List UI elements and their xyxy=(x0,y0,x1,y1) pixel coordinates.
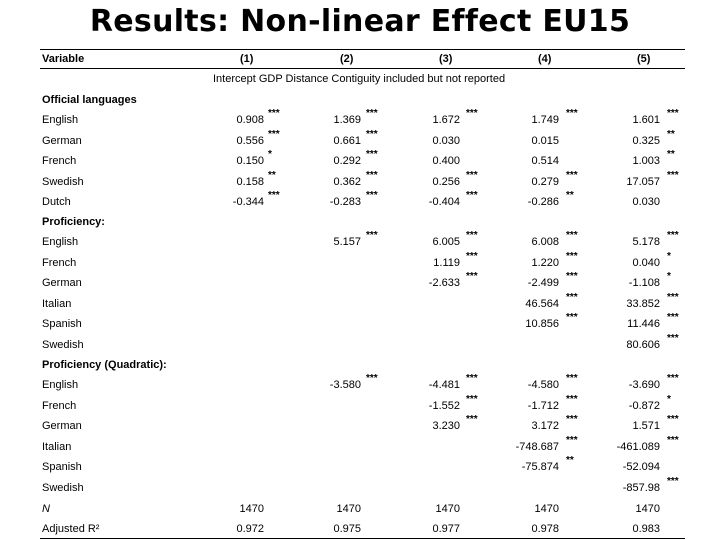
cell-value: 0.362 xyxy=(333,175,361,188)
significance-stars: *** xyxy=(566,393,578,405)
cell-value: 1.220 xyxy=(531,256,559,269)
row-label: French xyxy=(42,399,77,412)
cell-value: -0.404 xyxy=(428,196,460,209)
row-label: Swedish xyxy=(42,339,84,351)
section-heading: Proficiency (Quadratic): xyxy=(42,359,167,371)
row-label: German xyxy=(42,134,82,147)
header-col-4: (4) xyxy=(538,53,552,65)
cell-value: 1470 xyxy=(534,503,559,515)
cell-value: 1.571 xyxy=(632,420,660,433)
cell-value: -3.690 xyxy=(628,379,660,391)
row-label: Dutch xyxy=(42,196,71,209)
cell-value: 10.856 xyxy=(525,318,559,331)
row-label: German xyxy=(42,420,82,433)
significance-stars: ** xyxy=(268,169,276,181)
cell-value: 80.606 xyxy=(626,339,660,351)
cell-value: -461.089 xyxy=(616,440,660,453)
cell-value: 1470 xyxy=(635,503,660,515)
table-row xyxy=(0,373,720,393)
cell-value: 5.157 xyxy=(333,236,361,248)
cell-value: 3.230 xyxy=(432,420,460,433)
cell-value: 1470 xyxy=(239,503,264,515)
row-label: Swedish xyxy=(42,482,84,494)
row-label: Italian xyxy=(42,440,72,453)
row-label: Spanish xyxy=(42,461,82,474)
cell-value: 0.975 xyxy=(333,523,361,535)
cell-value: -0.283 xyxy=(329,196,361,209)
significance-stars: *** xyxy=(366,230,378,241)
cell-value: 0.030 xyxy=(632,196,660,209)
significance-stars: * xyxy=(667,250,671,262)
cell-value: 11.446 xyxy=(627,318,660,331)
significance-stars: *** xyxy=(566,108,578,119)
cell-value: -52.094 xyxy=(622,461,660,474)
header-variable: Variable xyxy=(42,53,85,65)
significance-stars: *** xyxy=(667,434,679,446)
cell-value: -1.108 xyxy=(628,277,660,290)
header-col-2: (2) xyxy=(340,53,354,65)
cell-value: -0.872 xyxy=(628,399,660,412)
significance-stars: * xyxy=(667,393,671,405)
significance-stars: *** xyxy=(366,108,378,119)
cell-value: 33.852 xyxy=(626,297,660,310)
table-row xyxy=(0,434,720,455)
cell-value: 0.325 xyxy=(632,134,660,147)
significance-stars: *** xyxy=(466,414,478,426)
section-heading: Proficiency: xyxy=(42,216,105,228)
bottom-rule xyxy=(40,538,685,539)
cell-value: 0.158 xyxy=(236,175,264,188)
table-row xyxy=(0,169,720,190)
cell-value: 0.030 xyxy=(432,134,460,147)
cell-value: 1.003 xyxy=(632,155,660,168)
cell-value: 0.040 xyxy=(632,256,660,269)
header-col-1: (1) xyxy=(240,53,254,65)
significance-stars: *** xyxy=(466,169,478,181)
row-label: German xyxy=(42,277,82,290)
significance-stars: *** xyxy=(566,271,578,283)
significance-stars: *** xyxy=(466,108,478,119)
significance-stars: *** xyxy=(366,169,378,181)
significance-stars: *** xyxy=(566,230,578,241)
row-label: English xyxy=(42,379,79,391)
header-col-5: (5) xyxy=(637,53,651,65)
table-row xyxy=(0,455,720,475)
significance-stars: *** xyxy=(268,190,280,202)
cell-value: 1.119 xyxy=(433,256,460,269)
cell-value: 0.150 xyxy=(236,155,264,168)
significance-stars: ** xyxy=(667,149,675,161)
cell-value: 0.983 xyxy=(632,523,660,535)
significance-stars: *** xyxy=(566,291,578,303)
cell-value: 0.015 xyxy=(531,134,559,147)
significance-stars: *** xyxy=(667,291,679,303)
significance-stars: *** xyxy=(366,190,378,202)
significance-stars: ** xyxy=(566,190,574,202)
table-row xyxy=(0,128,720,149)
row-label: Adjusted R² xyxy=(42,523,100,535)
significance-stars: *** xyxy=(466,190,478,202)
significance-stars: *** xyxy=(366,128,378,140)
cell-value: -75.874 xyxy=(521,461,559,474)
cell-value: 0.279 xyxy=(531,175,559,188)
row-label: N xyxy=(42,503,50,515)
significance-stars: *** xyxy=(466,373,478,384)
cell-value: 1470 xyxy=(336,503,361,515)
table-row xyxy=(0,476,720,496)
cell-value: 5.178 xyxy=(632,236,660,248)
table-row xyxy=(0,149,720,169)
cell-value: -4.580 xyxy=(527,379,559,391)
top-rule xyxy=(40,49,685,50)
header-rule xyxy=(40,68,685,69)
significance-stars: *** xyxy=(466,393,478,405)
cell-value: 1.369 xyxy=(333,114,361,126)
significance-stars: *** xyxy=(667,312,679,324)
table-row xyxy=(0,190,720,210)
significance-stars: ** xyxy=(667,128,675,140)
significance-stars: *** xyxy=(667,230,679,241)
cell-value: -2.499 xyxy=(527,277,559,290)
significance-stars: *** xyxy=(667,333,679,344)
cell-value: -4.481 xyxy=(428,379,460,391)
cell-value: 3.172 xyxy=(531,420,559,433)
row-label: English xyxy=(42,114,79,126)
cell-value: -0.286 xyxy=(527,196,559,209)
significance-stars: *** xyxy=(566,434,578,446)
significance-stars: *** xyxy=(566,312,578,324)
table-row xyxy=(0,414,720,434)
cell-value: 0.661 xyxy=(333,134,361,147)
significance-stars: *** xyxy=(466,271,478,283)
significance-stars: *** xyxy=(667,414,679,426)
cell-value: 0.556 xyxy=(236,134,264,147)
cell-value: -3.580 xyxy=(329,379,361,391)
cell-value: 0.972 xyxy=(236,523,264,535)
row-label: Italian xyxy=(42,297,72,310)
significance-stars: *** xyxy=(566,373,578,384)
header-col-3: (3) xyxy=(439,53,453,65)
significance-stars: *** xyxy=(667,169,679,181)
significance-stars: *** xyxy=(566,414,578,426)
cell-value: 0.977 xyxy=(432,523,460,535)
significance-stars: *** xyxy=(667,476,679,487)
significance-stars: *** xyxy=(667,373,679,384)
cell-value: 0.400 xyxy=(432,155,460,168)
cell-value: 17.057 xyxy=(626,175,660,188)
row-label: English xyxy=(42,236,79,248)
significance-stars: * xyxy=(268,149,272,161)
cell-value: 6.005 xyxy=(432,236,460,248)
cell-value: 0.514 xyxy=(531,155,559,168)
significance-stars: *** xyxy=(366,149,378,161)
significance-stars: * xyxy=(667,271,671,283)
table-row xyxy=(0,503,720,517)
cell-value: 46.564 xyxy=(525,297,559,310)
slide-title: Results: Non-linear Effect EU15 xyxy=(89,4,631,39)
significance-stars: *** xyxy=(366,373,378,384)
significance-stars: *** xyxy=(466,230,478,241)
cell-value: 0.292 xyxy=(333,155,361,168)
significance-stars: *** xyxy=(466,250,478,262)
table-row xyxy=(0,291,720,312)
row-label: French xyxy=(42,256,77,269)
cell-value: -748.687 xyxy=(515,440,559,453)
cell-value: 1.749 xyxy=(531,114,559,126)
cell-value: -1.552 xyxy=(428,399,460,412)
significance-stars: *** xyxy=(667,108,679,119)
table-row xyxy=(0,271,720,291)
cell-value: 0.256 xyxy=(432,175,460,188)
section-heading: Official languages xyxy=(42,94,137,106)
table-row xyxy=(0,230,720,250)
cell-value: -1.712 xyxy=(527,399,559,412)
cell-value: -857.98 xyxy=(622,482,660,494)
cell-value: 1470 xyxy=(435,503,460,515)
row-label: Swedish xyxy=(42,175,84,188)
cell-value: 0.908 xyxy=(236,114,264,126)
cell-value: -0.344 xyxy=(232,196,264,209)
table-row xyxy=(0,312,720,332)
table-row xyxy=(0,108,720,128)
table-row xyxy=(0,393,720,414)
significance-stars: *** xyxy=(268,108,280,119)
table-note: Intercept GDP Distance Contiguity included but not reported xyxy=(213,73,506,85)
cell-value: 0.978 xyxy=(531,523,559,535)
cell-value: 1.672 xyxy=(432,114,460,126)
cell-value: -2.633 xyxy=(428,277,460,290)
cell-value: 1.601 xyxy=(632,114,660,126)
row-label: French xyxy=(42,155,77,168)
table-row xyxy=(0,333,720,353)
significance-stars: *** xyxy=(566,250,578,262)
row-label: Spanish xyxy=(42,318,82,331)
cell-value: 6.008 xyxy=(531,236,559,248)
significance-stars: ** xyxy=(566,455,574,467)
table-row xyxy=(0,250,720,271)
significance-stars: *** xyxy=(566,169,578,181)
table-row xyxy=(0,523,720,537)
significance-stars: *** xyxy=(268,128,280,140)
